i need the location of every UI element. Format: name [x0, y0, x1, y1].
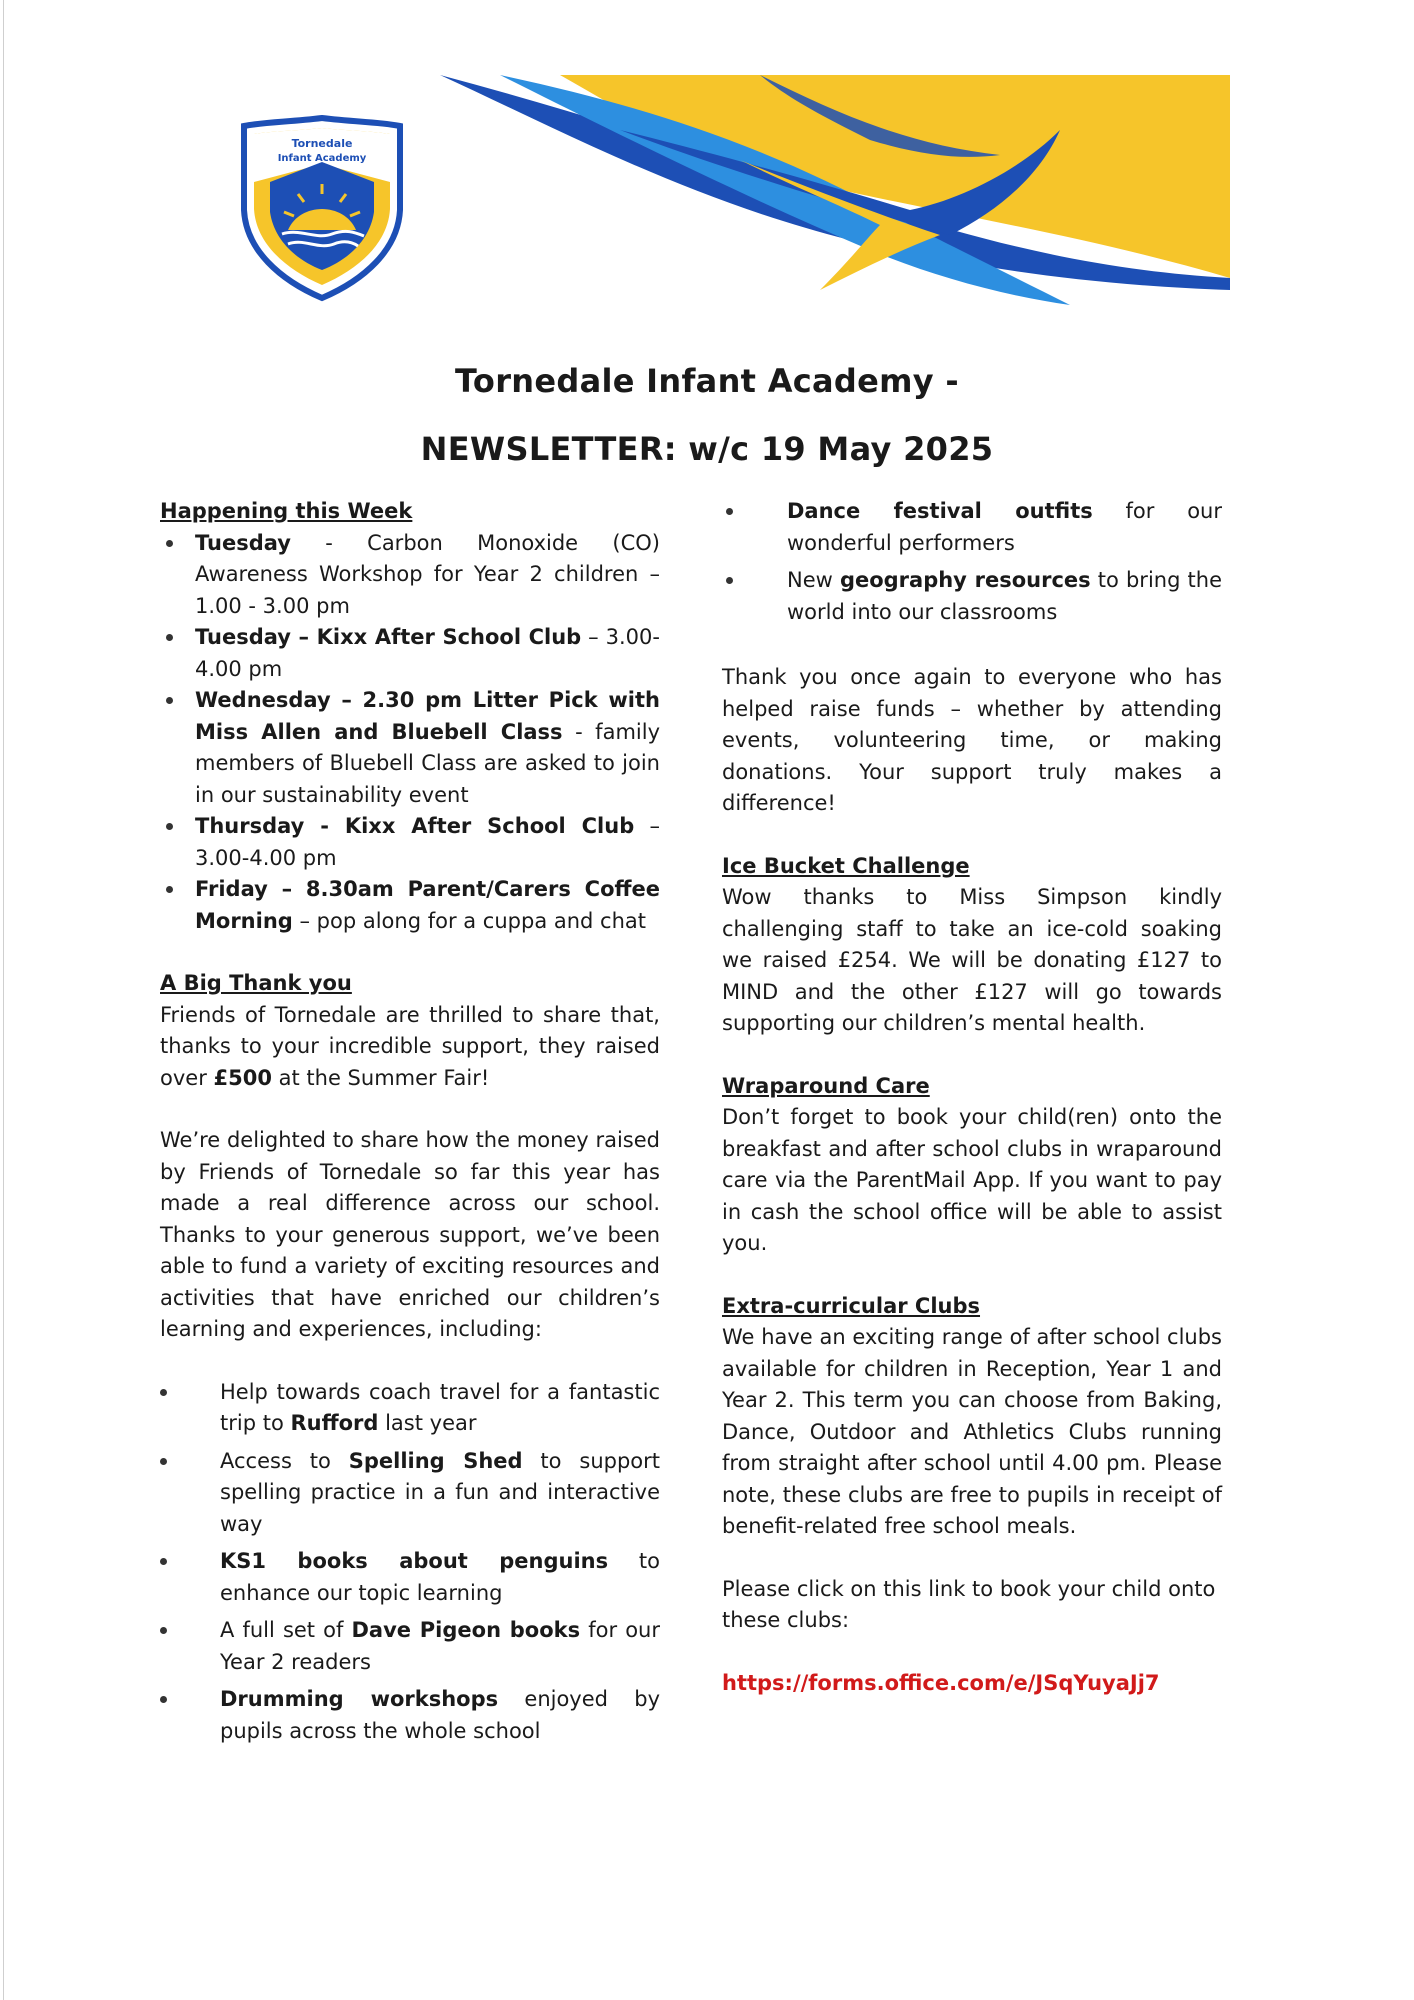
ice-bucket-heading: Ice Bucket Challenge — [722, 853, 970, 878]
clubs-heading: Extra-curricular Clubs — [722, 1293, 981, 1318]
bullet-icon — [160, 1696, 167, 1703]
thanks-closing: Thank you once again to everyone who has helped raise funds – whether by attending events, volunteering time, or making donations. Your support truly makes a difference! — [722, 665, 1222, 815]
funding-paragraph: We’re delighted to share how the money raised by Friends of Tornedale so far this year has made a real difference across our school. Thanks to your generous support, we’ve been able to fund a variety of exciting resources and activities that have enriched our children’s learning and experiences, including: — [160, 1128, 660, 1341]
item-text: to enhance our topic learning — [220, 1549, 660, 1605]
list-item — [722, 496, 1222, 559]
list-item — [160, 685, 660, 811]
item-text: Access to — [220, 1448, 349, 1473]
event-text: – 3.00-4.00 pm — [195, 625, 660, 681]
list-item — [160, 1446, 660, 1541]
event-text: - family members of Bluebell Class are asked to join in our sustainability event — [195, 719, 660, 807]
list-item — [160, 528, 660, 623]
day-label: Tuesday — [195, 530, 291, 555]
item-bold: KS1 books about penguins — [220, 1549, 609, 1573]
item-bold: Dave Pigeon books — [351, 1618, 581, 1642]
banner-swoosh-graphic — [440, 75, 1230, 305]
funded-list — [160, 1377, 660, 1748]
clubs-link-intro: Please click on this link to book your child onto these clubs: — [722, 1576, 1216, 1632]
item-text: A full set of — [220, 1618, 352, 1642]
thanks-text: Friends of Tornedale are thrilled to share that, thanks to your incredible support, they raised over — [160, 1002, 660, 1090]
item-text: to bring the world into our classrooms — [787, 568, 1222, 624]
right-column — [722, 496, 1222, 1699]
event-text: – pop along for a cuppa and chat — [292, 908, 647, 933]
crest-text-line1: Tornedale — [291, 137, 353, 150]
item-text: for our Year 2 readers — [220, 1618, 660, 1674]
event-text: – 3.00-4.00 pm — [195, 814, 660, 870]
happening-heading: Happening this Week — [160, 499, 413, 523]
day-label: Friday – 8.30am Parent/Carers Coffee Morning — [195, 877, 660, 933]
item-text: for our wonderful performers — [787, 499, 1222, 555]
item-text: enjoyed by pupils across the whole school — [220, 1687, 660, 1743]
thanks-paragraph — [160, 1000, 660, 1095]
bullet-icon — [166, 540, 173, 547]
item-bold: Drumming workshops — [220, 1687, 499, 1711]
item-text: Help towards coach travel for a fantastic trip to — [220, 1379, 660, 1435]
bullet-icon — [166, 697, 173, 704]
list-item — [160, 622, 660, 685]
newsletter-title-line1: Tornedale Infant Academy - — [455, 362, 959, 400]
bullet-icon — [160, 1458, 167, 1465]
booking-link[interactable]: https://forms.office.com/e/JSqYuyaJj7 — [722, 1670, 1160, 1695]
list-item — [160, 1684, 660, 1747]
thanks-heading: A Big Thank you — [160, 971, 352, 995]
ice-bucket-text: Wow thanks to Miss Simpson kindly challenging staff to take an ice-cold soaking we raised £254. We will be donating £127 to MIND and the other £127 will go towards supporting our children’s mental health. — [722, 885, 1222, 1035]
newsletter-title-line2: NEWSLETTER: w/c 19 May 2025 — [420, 430, 994, 468]
thanks-text-end: at the Summer Fair! — [271, 1065, 490, 1090]
wraparound-text: Don’t forget to book your child(ren) onto the breakfast and after school clubs in wraparound care via the ParentMail App. If you want to pay in cash the school office will be able to assist you. — [722, 1105, 1222, 1255]
list-item — [160, 874, 660, 937]
day-label: Thursday - Kixx After School Club — [195, 814, 635, 838]
item-text: New — [787, 568, 840, 592]
bullet-icon — [160, 1558, 167, 1565]
day-label: Tuesday – Kixx After School Club — [195, 625, 582, 649]
happening-list — [160, 528, 660, 938]
school-crest-logo — [240, 112, 405, 302]
bullet-icon — [166, 886, 173, 893]
amount-raised: £500 — [213, 1065, 272, 1090]
item-bold: Spelling Shed — [348, 1448, 523, 1473]
bullet-icon — [166, 634, 173, 641]
list-item — [160, 1377, 660, 1440]
list-item — [722, 565, 1222, 628]
clubs-text: We have an exciting range of after school clubs available for children in Reception, Year 1 and Year 2. This term you can choose from Baking, Dance, Outdoor and Athletics Clubs running from straight after school until 4.00 pm. Please note, these clubs are free to pupils in receipt of benefit-related free school meals. — [722, 1325, 1222, 1538]
item-bold: Rufford — [290, 1411, 379, 1435]
item-bold: geography resources — [839, 568, 1091, 592]
list-item — [160, 1546, 660, 1609]
left-column — [160, 496, 660, 1753]
crest-text-line2: Infant Academy — [277, 153, 367, 164]
list-item — [160, 1615, 660, 1678]
bullet-icon — [726, 508, 733, 515]
funded-list-continued — [722, 496, 1222, 628]
bullet-icon — [726, 577, 733, 584]
item-text: last year — [378, 1411, 477, 1435]
wraparound-heading: Wraparound Care — [722, 1073, 930, 1098]
event-text: - Carbon Monoxide (CO) Awareness Workshop for Year 2 children – 1.00 - 3.00 pm — [195, 530, 660, 618]
list-item — [160, 811, 660, 874]
item-text: to support spelling practice in a fun and interactive way — [220, 1448, 661, 1536]
bullet-icon — [160, 1627, 167, 1634]
item-bold: Dance festival outfits — [787, 499, 1093, 523]
day-label: Wednesday – 2.30 pm Litter Pick with Miss Allen and Bluebell Class — [195, 688, 660, 744]
bullet-icon — [160, 1389, 167, 1396]
bullet-icon — [166, 823, 173, 830]
page-edge — [3, 0, 4, 2000]
